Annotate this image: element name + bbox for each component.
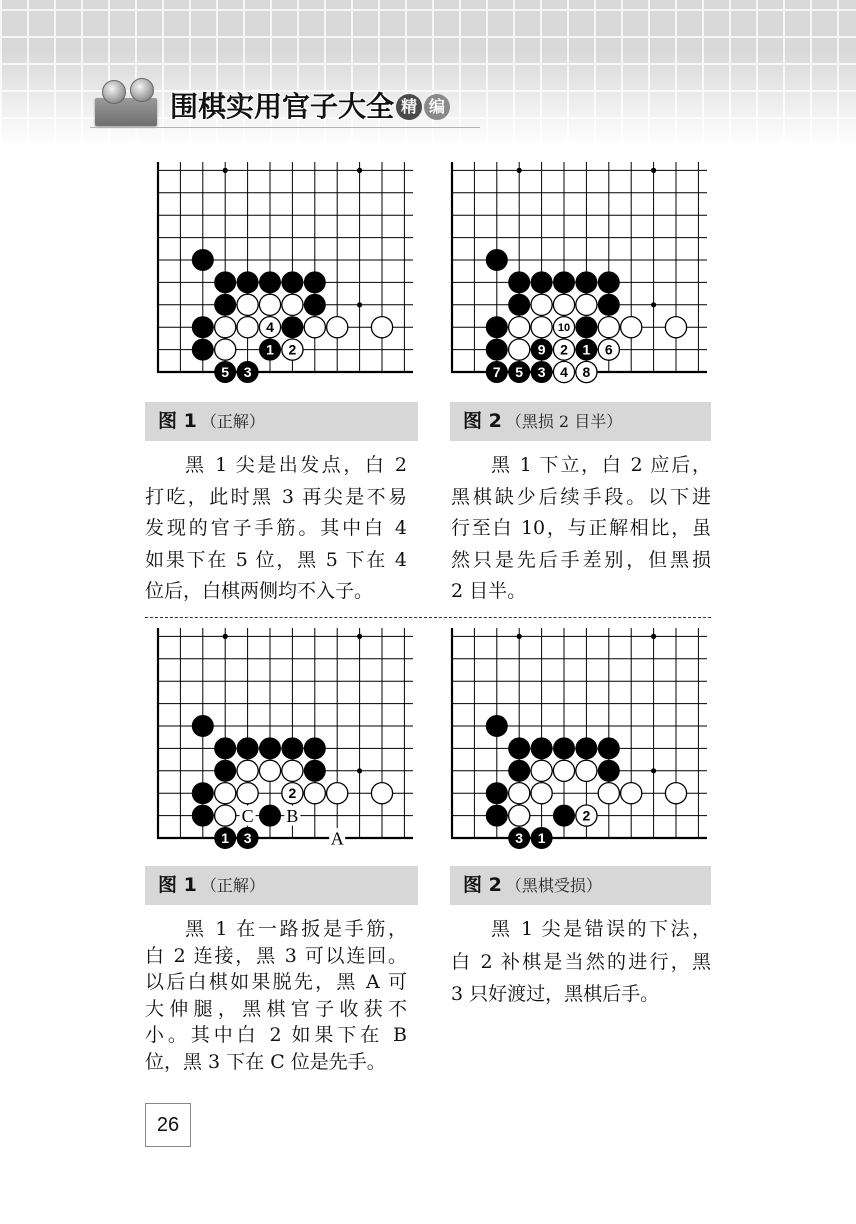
text-line: 2 目半。 [451, 580, 527, 602]
stone-disc [371, 783, 392, 804]
move-number: 3 [515, 830, 524, 847]
stone-disc [531, 317, 552, 338]
stone-disc [215, 783, 236, 804]
stone-disc [282, 317, 303, 338]
star-point [223, 168, 228, 173]
move-number: 7 [492, 364, 501, 381]
figure-number: 图 2 [463, 874, 502, 896]
stone-disc [237, 294, 258, 315]
stone-disc [553, 760, 574, 781]
star-point [357, 168, 362, 173]
black-stone [215, 361, 236, 382]
white-stone [282, 294, 303, 315]
stone-disc [486, 805, 507, 826]
black-stone [509, 272, 530, 293]
move-number: 2 [560, 341, 568, 358]
badge-bian: 编 [424, 94, 450, 120]
text-line: 黑 1 下立，白 2 应后， [491, 454, 711, 476]
stone-disc [259, 738, 280, 759]
stone-disc [576, 272, 597, 293]
white-stone [215, 783, 236, 804]
move-number: 1 [582, 341, 591, 358]
stone-disc [486, 317, 507, 338]
figure-caption [450, 866, 711, 905]
stone-disc [304, 760, 325, 781]
stone-disc [665, 317, 686, 338]
move-number: 3 [243, 364, 252, 381]
stone-disc [486, 339, 507, 360]
stone-disc [598, 317, 619, 338]
stone-disc [371, 317, 392, 338]
go-bowl [102, 80, 126, 104]
black-stone [282, 272, 303, 293]
star-point [517, 634, 522, 639]
board-svg [148, 158, 416, 386]
white-stone [509, 805, 530, 826]
stone-disc [621, 783, 642, 804]
black-stone [486, 317, 507, 338]
stone-disc [237, 738, 258, 759]
stone-disc [509, 805, 530, 826]
white-stone [509, 339, 530, 360]
black-stone [282, 738, 303, 759]
white-stone [259, 317, 280, 338]
black-stone [192, 339, 213, 360]
white-stone [237, 294, 258, 315]
white-stone [553, 294, 574, 315]
white-stone [531, 317, 552, 338]
stone-disc [576, 738, 597, 759]
text-line: 行至白 10，与正解相比，虽 [451, 517, 711, 539]
figure-note: （黑棋受损） [505, 876, 602, 895]
star-point [651, 168, 656, 173]
stone-disc [282, 738, 303, 759]
text-line: 黑 1 尖是错误的下法， [491, 918, 711, 940]
white-stone [576, 361, 597, 382]
stone-disc [304, 317, 325, 338]
black-stone [215, 827, 236, 848]
move-number: 10 [557, 322, 571, 335]
go-diagram [148, 624, 416, 852]
move-number: 2 [288, 341, 297, 358]
stone-disc [215, 272, 236, 293]
black-stone [598, 760, 619, 781]
text-line: 位后，白棋两侧均不入子。 [145, 580, 374, 602]
stone-disc [237, 272, 258, 293]
move-number: 3 [537, 364, 546, 381]
stone-disc [598, 272, 619, 293]
move-number: 3 [243, 830, 252, 847]
stone-disc [665, 783, 686, 804]
go-board-box [95, 98, 157, 126]
black-stone [215, 738, 236, 759]
board-svg [442, 158, 710, 386]
go-diagram [442, 624, 710, 852]
figure-caption [450, 402, 711, 441]
dashed-separator [145, 617, 711, 618]
figure-number: 图 1 [158, 410, 197, 432]
black-stone [304, 294, 325, 315]
stone-disc [576, 760, 597, 781]
text-line: 如果下在 5 位，黑 5 下在 4 [145, 548, 407, 571]
black-stone [486, 339, 507, 360]
text-line: 发现的官子手筋。其中白 4 [145, 517, 407, 539]
black-stone [192, 249, 213, 270]
stone-disc [509, 339, 530, 360]
move-number: 6 [604, 341, 613, 358]
black-stone [486, 715, 507, 736]
white-stone [304, 783, 325, 804]
stone-disc [304, 272, 325, 293]
stone-disc [553, 294, 574, 315]
text-line: 白 2 连接，黑 3 可以连回。 [145, 944, 407, 967]
stone-disc [509, 272, 530, 293]
stone-disc [531, 760, 552, 781]
black-stone [486, 783, 507, 804]
star-point [357, 768, 362, 773]
stone-disc [215, 738, 236, 759]
white-stone [553, 339, 574, 360]
black-stone [304, 738, 325, 759]
stone-disc [192, 339, 213, 360]
stone-disc [215, 760, 236, 781]
black-stone [304, 760, 325, 781]
stone-disc [486, 249, 507, 270]
commentary [451, 450, 711, 608]
white-stone [531, 294, 552, 315]
black-stone [259, 272, 280, 293]
stone-disc [215, 805, 236, 826]
black-stone [486, 805, 507, 826]
white-stone [282, 339, 303, 360]
text-line: 以后白棋如果脱先，黑 A 可 [145, 971, 407, 994]
stone-disc [598, 760, 619, 781]
star-point [651, 634, 656, 639]
commentary [145, 916, 407, 1076]
stone-disc [553, 805, 574, 826]
white-stone [531, 760, 552, 781]
black-stone [259, 738, 280, 759]
black-stone [531, 272, 552, 293]
stone-disc [192, 249, 213, 270]
black-stone [259, 339, 280, 360]
black-stone [237, 738, 258, 759]
stone-disc [598, 738, 619, 759]
black-stone [509, 760, 530, 781]
point-mark: C [241, 806, 254, 827]
white-stone [509, 317, 530, 338]
white-stone [259, 294, 280, 315]
star-point [517, 168, 522, 173]
black-stone [215, 760, 236, 781]
text-line: 然只是先后手差别，但黑损 [451, 548, 711, 571]
text-line: 位，黑 3 下在 C 位是先手。 [145, 1050, 386, 1073]
stone-disc [553, 738, 574, 759]
white-stone [215, 317, 236, 338]
white-stone [621, 317, 642, 338]
stone-disc [215, 339, 236, 360]
black-stone [215, 294, 236, 315]
board-svg [442, 624, 710, 852]
point-mark: B [286, 806, 299, 827]
stone-disc [192, 805, 213, 826]
stone-disc [509, 317, 530, 338]
stone-disc [237, 317, 258, 338]
badge-jing: 精 [396, 94, 422, 120]
white-stone [215, 805, 236, 826]
text-line: 黑 1 尖是出发点，白 2 [185, 454, 407, 476]
stone-disc [237, 783, 258, 804]
stone-disc [259, 272, 280, 293]
stone-disc [282, 760, 303, 781]
white-stone [371, 783, 392, 804]
figure-caption [145, 402, 418, 441]
text-line: 白 2 补棋是当然的进行，黑 [451, 950, 711, 973]
black-stone [531, 827, 552, 848]
white-stone [665, 783, 686, 804]
book-title: 围棋实用官子大全 [170, 90, 395, 123]
header-rule [90, 127, 480, 128]
stone-disc [531, 738, 552, 759]
stone-disc [282, 294, 303, 315]
move-number: 4 [266, 319, 274, 336]
move-number: 4 [560, 364, 568, 381]
stone-disc [598, 294, 619, 315]
stone-disc [192, 317, 213, 338]
stone-disc [237, 760, 258, 781]
stone-disc [259, 294, 280, 315]
move-number: 8 [582, 364, 591, 381]
black-stone [598, 272, 619, 293]
text-line: 黑棋缺少后续手段。以下进 [451, 485, 711, 508]
figure-number: 图 2 [463, 410, 502, 432]
black-stone [304, 272, 325, 293]
stone-disc [304, 294, 325, 315]
white-stone [665, 317, 686, 338]
star-point [223, 634, 228, 639]
black-stone [509, 738, 530, 759]
move-number: 5 [515, 364, 524, 381]
move-number: 9 [537, 341, 546, 358]
black-stone [553, 738, 574, 759]
black-stone [192, 805, 213, 826]
black-stone [576, 339, 597, 360]
white-stone [598, 317, 619, 338]
stone-disc [553, 272, 574, 293]
move-number: 5 [221, 364, 230, 381]
white-stone [371, 317, 392, 338]
black-stone [598, 738, 619, 759]
white-stone [237, 760, 258, 781]
stone-disc [327, 317, 348, 338]
go-diagram [442, 158, 710, 386]
stone-disc [486, 783, 507, 804]
white-stone [553, 760, 574, 781]
white-stone [282, 760, 303, 781]
white-stone [576, 805, 597, 826]
star-point [651, 768, 656, 773]
white-stone [237, 783, 258, 804]
white-stone [553, 317, 574, 338]
stone-disc [598, 783, 619, 804]
star-point [357, 302, 362, 307]
black-stone [215, 272, 236, 293]
stone-disc [192, 715, 213, 736]
text-line: 黑 1 在一路扳是手筋， [185, 918, 407, 940]
white-stone [215, 339, 236, 360]
white-stone [576, 294, 597, 315]
stone-disc [509, 738, 530, 759]
figure-note: （正解） [200, 412, 265, 431]
text-line: 小。其中白 2 如果下在 B [145, 1024, 407, 1047]
black-stone [509, 294, 530, 315]
stone-disc [215, 294, 236, 315]
stone-disc [486, 715, 507, 736]
move-number: 2 [288, 785, 297, 802]
black-stone [259, 805, 280, 826]
commentary [451, 913, 711, 1011]
stone-disc [282, 272, 303, 293]
figure-note: （正解） [200, 876, 265, 895]
white-stone [509, 783, 530, 804]
white-stone [598, 783, 619, 804]
stone-disc [259, 805, 280, 826]
black-stone [576, 272, 597, 293]
stone-disc [192, 783, 213, 804]
stone-disc [531, 272, 552, 293]
point-mark: A [330, 828, 344, 849]
black-stone [553, 805, 574, 826]
go-board-icon [92, 78, 160, 128]
black-stone [598, 294, 619, 315]
black-stone [553, 272, 574, 293]
move-number: 2 [582, 807, 591, 824]
white-stone [327, 783, 348, 804]
figure-caption [145, 866, 418, 905]
black-stone [531, 361, 552, 382]
black-stone [486, 249, 507, 270]
move-number: 1 [221, 830, 230, 847]
stone-disc [304, 738, 325, 759]
page-number: 26 [145, 1103, 191, 1147]
black-stone [237, 361, 258, 382]
white-stone [576, 760, 597, 781]
black-stone [576, 738, 597, 759]
stone-disc [259, 760, 280, 781]
move-number: 1 [266, 341, 274, 358]
white-stone [237, 317, 258, 338]
white-stone [621, 783, 642, 804]
text-line: 3 只好渡过，黑棋后手。 [451, 983, 660, 1005]
stone-disc [531, 294, 552, 315]
black-stone [192, 317, 213, 338]
white-stone [304, 317, 325, 338]
stone-disc [304, 783, 325, 804]
black-stone [237, 272, 258, 293]
black-stone [486, 361, 507, 382]
stone-disc [215, 317, 236, 338]
stone-disc [509, 783, 530, 804]
go-bowl [130, 78, 154, 102]
star-point [357, 634, 362, 639]
black-stone [509, 827, 530, 848]
black-stone [192, 783, 213, 804]
black-stone [509, 361, 530, 382]
black-stone [531, 339, 552, 360]
black-stone [237, 827, 258, 848]
stone-disc [531, 783, 552, 804]
figure-note: （黑损 2 目半） [505, 412, 623, 431]
white-stone [531, 783, 552, 804]
text-line: 大伸腿，黑棋官子收获不 [145, 997, 407, 1020]
commentary [145, 450, 407, 608]
stone-disc [327, 783, 348, 804]
star-point [651, 302, 656, 307]
white-stone [327, 317, 348, 338]
stone-disc [576, 317, 597, 338]
white-stone [598, 339, 619, 360]
black-stone [192, 715, 213, 736]
black-stone [282, 317, 303, 338]
black-stone [531, 738, 552, 759]
stone-disc [621, 317, 642, 338]
white-stone [282, 783, 303, 804]
stone-disc [509, 294, 530, 315]
move-number: 1 [537, 830, 546, 847]
stone-disc [576, 294, 597, 315]
text-line: 打吃，此时黑 3 再尖是不易 [145, 485, 407, 508]
figure-number: 图 1 [158, 874, 197, 896]
go-diagram [148, 158, 416, 386]
white-stone [553, 361, 574, 382]
black-stone [576, 317, 597, 338]
board-svg [148, 624, 416, 852]
stone-disc [509, 760, 530, 781]
white-stone [259, 760, 280, 781]
